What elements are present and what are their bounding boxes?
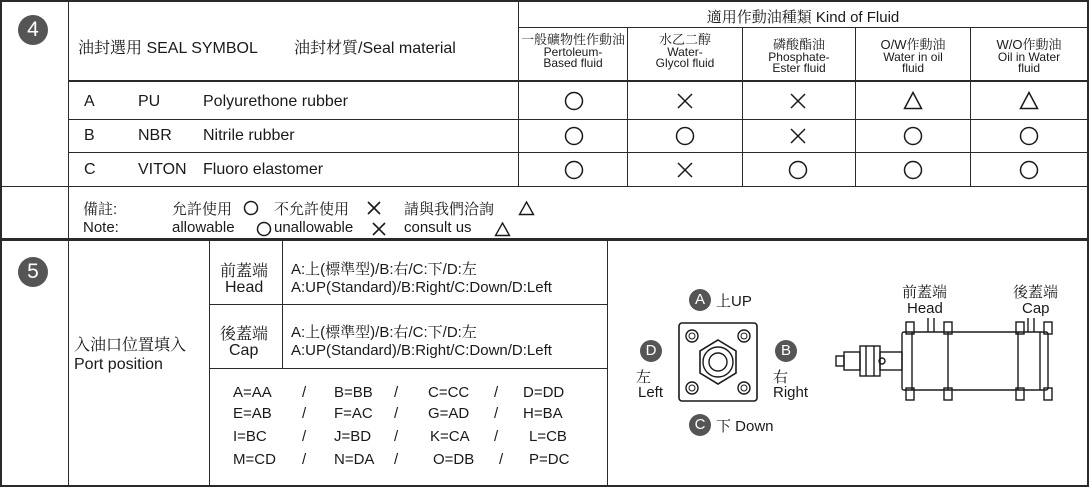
circle-icon: [902, 159, 924, 181]
combo-separator: /: [394, 451, 399, 468]
fluid-header-3: 磷酸酯油 Phosphate- Ester fluid: [768, 37, 830, 75]
circle-icon: [243, 200, 259, 216]
diagram-head-en: Head: [907, 300, 943, 317]
circle-icon: [902, 125, 924, 147]
cap-position-en: A:UP(Standard)/B:Right/C:Down/D:Left: [291, 342, 552, 359]
combo-separator: /: [494, 405, 499, 422]
port-c-label: 下 Down: [716, 418, 774, 435]
fluid-header-1: 一般礦物性作動油 Pertoleum- Based fluid: [520, 32, 625, 70]
combo-item: N=DA: [334, 451, 375, 468]
cross-icon: [371, 221, 387, 237]
head-label-en: Head: [225, 279, 264, 296]
triangle-icon: [902, 90, 924, 112]
combo-item: J=BD: [334, 428, 372, 445]
disallow-en: unallowable: [274, 219, 354, 236]
seal-symbol: PU: [138, 93, 161, 110]
port-b-en: Right: [773, 384, 809, 401]
combo-separator: /: [394, 405, 399, 422]
disallow-zh: 不允許使用: [274, 201, 350, 218]
combo-item: M=CD: [233, 451, 276, 468]
combo-item: C=CC: [428, 384, 470, 401]
combo-separator: /: [499, 451, 504, 468]
cylinder-side-view: [830, 318, 1070, 408]
head-label-zh: 前蓋端: [220, 263, 269, 280]
seal-material: Polyurethone rubber: [203, 93, 348, 110]
diagram-head-zh: 前蓋端: [902, 284, 948, 301]
diagram-cap-zh: 後蓋端: [1013, 284, 1059, 301]
circle-icon: [563, 159, 585, 181]
fluid-header-4: O/W作動油 Water in oil fluid: [880, 37, 946, 75]
combo-item: A=AA: [233, 384, 272, 401]
fluid-title: 適用作動油種類 Kind of Fluid: [706, 9, 900, 26]
port-position-zh: 入油口位置填入: [74, 337, 187, 354]
seal-code: C: [84, 161, 96, 178]
circle-icon: [674, 125, 696, 147]
circle-icon: [1018, 125, 1040, 147]
seal-material: Fluoro elastomer: [203, 161, 324, 178]
port-b-badge: B: [775, 340, 797, 362]
seal-code: B: [84, 127, 95, 144]
cross-icon: [787, 125, 809, 147]
circle-icon: [787, 159, 809, 181]
circle-icon: [1018, 159, 1040, 181]
combo-separator: /: [494, 428, 499, 445]
combo-separator: /: [394, 384, 399, 401]
combo-item: G=AD: [428, 405, 470, 422]
triangle-icon: [518, 200, 535, 216]
cap-label-zh: 後蓋端: [220, 326, 269, 343]
combo-separator: /: [302, 384, 307, 401]
seal-symbol: NBR: [138, 127, 172, 144]
triangle-icon: [1018, 90, 1040, 112]
section-5-badge: 5: [18, 257, 48, 287]
cylinder-end-view: [676, 320, 760, 404]
combo-item: K=CA: [430, 428, 470, 445]
port-d-zh: 左: [636, 369, 652, 386]
cross-icon: [674, 90, 696, 112]
cap-position-zh: A:上(標準型)/B:右/C:下/D:左: [291, 324, 477, 341]
port-a-label: 上UP: [716, 293, 752, 310]
seal-material-header: 油封材質/Seal material: [294, 40, 456, 57]
circle-icon: [256, 221, 272, 237]
fluid-header-2: 水乙二醇 Water- Glycol fluid: [655, 32, 715, 70]
cross-icon: [366, 200, 382, 216]
head-position-en: A:UP(Standard)/B:Right/C:Down/D:Left: [291, 279, 552, 296]
note-en-label: Note:: [83, 219, 119, 236]
combo-item: B=BB: [334, 384, 373, 401]
combo-item: D=DD: [523, 384, 565, 401]
combo-item: E=AB: [233, 405, 272, 422]
combo-item: F=AC: [334, 405, 373, 422]
port-d-en: Left: [638, 384, 664, 401]
combo-separator: /: [302, 451, 307, 468]
combo-separator: /: [394, 428, 399, 445]
port-a-badge: A: [689, 289, 711, 311]
port-d-badge: D: [640, 340, 662, 362]
port-b-zh: 右: [773, 369, 789, 386]
fluid-header-5: W/O作動油 Oil in Water fluid: [996, 37, 1062, 75]
combo-item: H=BA: [523, 405, 563, 422]
cross-icon: [787, 90, 809, 112]
section-4-badge: 4: [18, 15, 48, 45]
seal-symbol: VITON: [138, 161, 187, 178]
triangle-icon: [494, 221, 511, 237]
seal-symbol-header: 油封選用 SEAL SYMBOL: [78, 40, 258, 57]
cross-icon: [674, 159, 696, 181]
seal-code: A: [84, 93, 95, 110]
allow-en: allowable: [172, 219, 235, 236]
consult-zh: 請與我們洽詢: [404, 201, 495, 218]
diagram-cap-en: Cap: [1022, 300, 1050, 317]
combo-item: O=DB: [433, 451, 475, 468]
combo-item: L=CB: [529, 428, 567, 445]
circle-icon: [563, 90, 585, 112]
cap-label-en: Cap: [229, 342, 259, 359]
port-c-badge: C: [689, 414, 711, 436]
allow-zh: 允許使用: [172, 201, 233, 218]
head-position-zh: A:上(標準型)/B:右/C:下/D:左: [291, 261, 477, 278]
combo-separator: /: [494, 384, 499, 401]
consult-en: consult us: [404, 219, 472, 236]
combo-separator: /: [302, 428, 307, 445]
circle-icon: [563, 125, 585, 147]
combo-item: I=BC: [233, 428, 267, 445]
combo-item: P=DC: [529, 451, 570, 468]
combo-separator: /: [302, 405, 307, 422]
port-position-en: Port position: [74, 356, 163, 373]
note-zh-label: 備註:: [83, 201, 118, 218]
seal-material: Nitrile rubber: [203, 127, 295, 144]
